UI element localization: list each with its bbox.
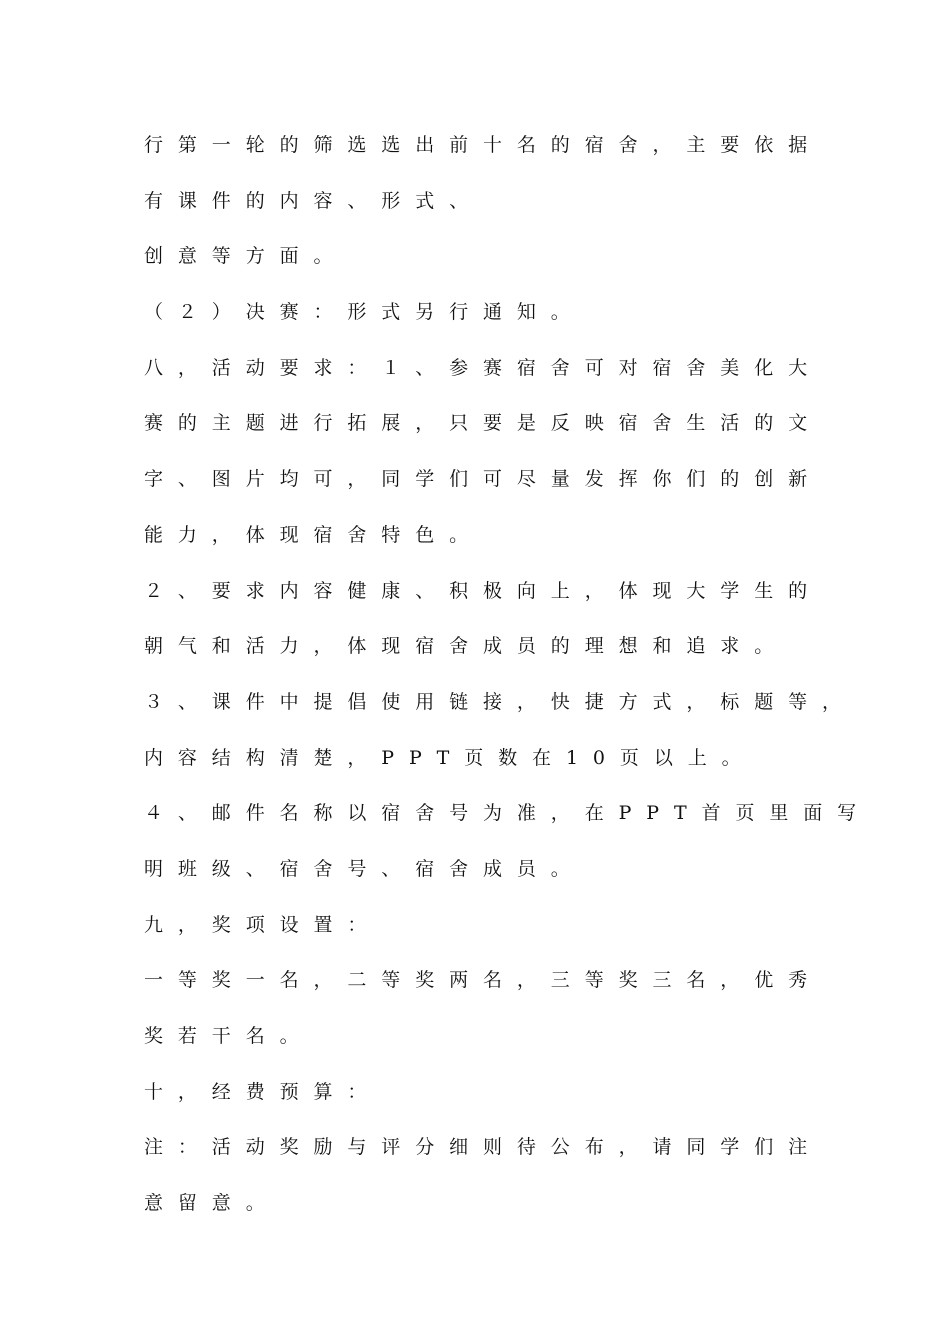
text-line-5: 八，活动要求：１、参赛宿舍可对宿舍美化大 [144, 356, 823, 379]
text-line-4: （２）决赛：形式另行通知。 [144, 301, 585, 324]
text-line-1: 行第一轮的筛选选出前十名的宿舍，主要依据 [144, 134, 823, 156]
text-line-13: ４、邮件名称以宿舍号为准，在PPT首页里面写 [144, 802, 872, 825]
document-body [144, 125, 872, 1239]
text-line-3: 创意等方面。 [144, 245, 348, 268]
text-line-17: 奖若干名。 [144, 1025, 314, 1047]
text-line-10: 朝气和活力，体现宿舍成员的理想和追求。 [144, 635, 789, 658]
text-line-2: 有课件的内容、形式、 [144, 189, 484, 212]
text-line-20: 意留意。 [144, 1192, 280, 1215]
text-line-15: 九，奖项设置： [144, 913, 382, 936]
text-line-16: 一等奖一名，二等奖两名，三等奖三名，优秀 [144, 969, 823, 992]
text-line-6: 赛的主题进行拓展，只要是反映宿舍生活的文 [144, 412, 823, 435]
text-line-12: 内容结构清楚，PPT页数在10页以上。 [144, 746, 756, 769]
text-line-9: ２、要求内容健康、积极向上，体现大学生的 [144, 579, 823, 602]
text-line-19: 注：活动奖励与评分细则待公布，请同学们注 [144, 1136, 823, 1159]
text-line-18: 十，经费预算： [144, 1080, 382, 1103]
text-line-11: ３、课件中提倡使用链接，快捷方式，标题等， [144, 690, 856, 713]
text-line-14: 明班级、宿舍号、宿舍成员。 [144, 857, 585, 880]
text-line-7: 字、图片均可，同学们可尽量发挥你们的创新 [144, 468, 823, 491]
text-line-8: 能力，体现宿舍特色。 [144, 523, 484, 546]
